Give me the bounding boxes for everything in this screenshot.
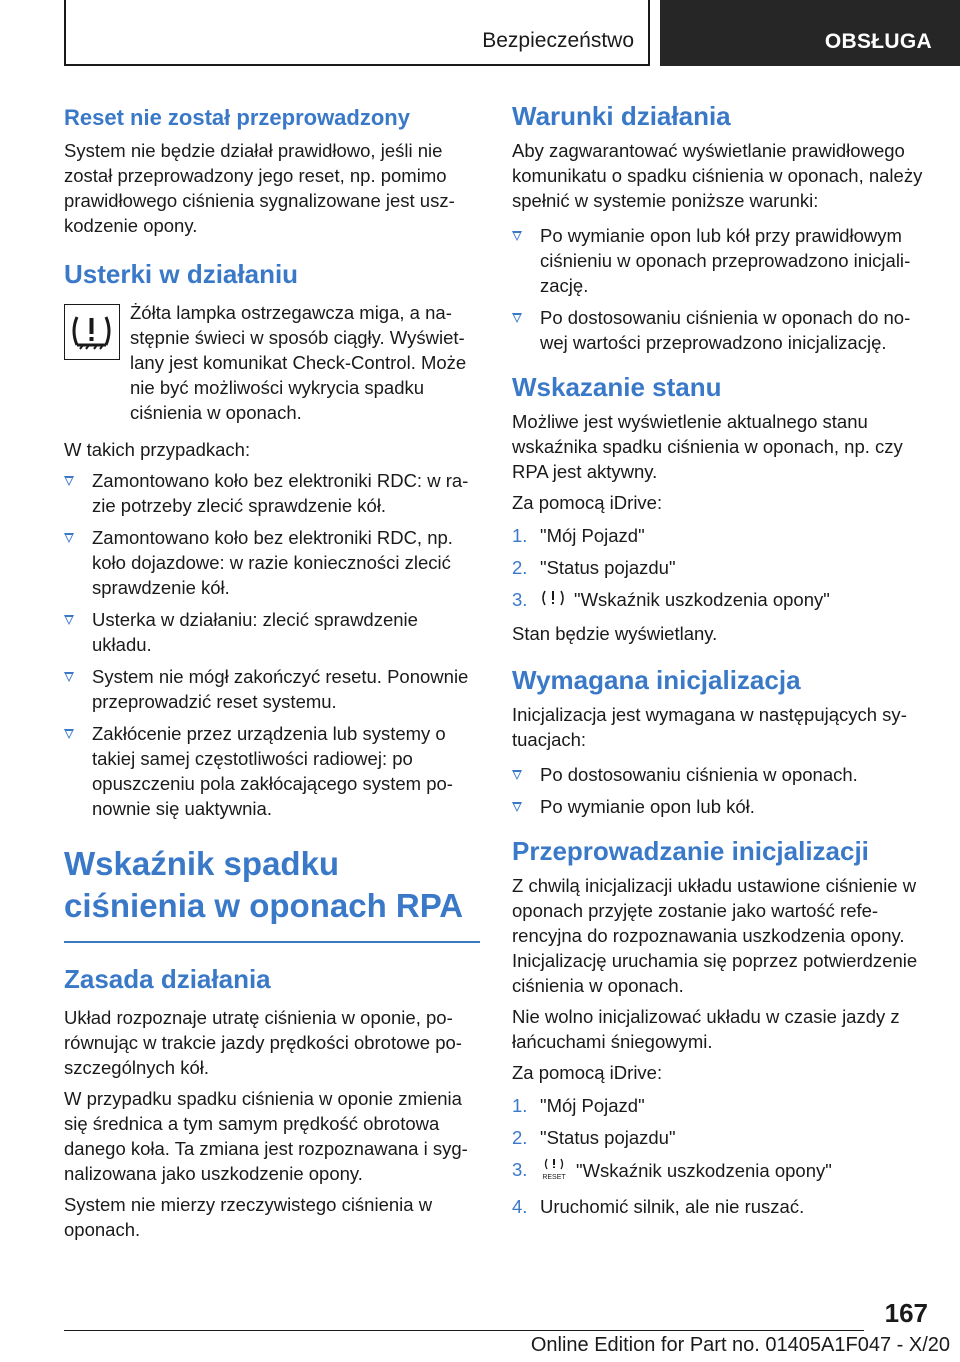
- required-init-list: [512, 762, 928, 819]
- list-item: 1. "Mój Pojazd": [512, 1095, 645, 1117]
- bullet-triangle-icon: [64, 476, 74, 486]
- init-heading: Przeprowadzanie inicjalizacji: [512, 836, 869, 867]
- bullet-triangle-icon: [512, 802, 522, 812]
- conditions-text: Aby zagwarantować wyświetlanie prawidłowego komunikatu o spadku ciśnienia w oponach, należy spełnić w systemie poniższe warunki:: [512, 140, 923, 211]
- page-header: [64, 0, 960, 66]
- section-tab: [64, 0, 650, 66]
- required-init-heading: Wymagana inicjalizacja: [512, 665, 801, 696]
- faults-heading: Usterki w działaniu: [64, 259, 299, 289]
- chapter-title: OBSŁUGA: [824, 30, 932, 53]
- right-column: [512, 100, 928, 1226]
- list-item: 3. "Wskaźnik uszkodzenia opony": [512, 587, 928, 614]
- principle-text-2: W przypadku spadku ciśnienia w oponie zmienia się średnica a tym samym prędkość obrotowa danego koła. Ta zmiana jest rozpoznawana i sygnalizowana jako uszkodzenie opony.: [64, 1088, 468, 1184]
- bullet-triangle-icon: [512, 231, 522, 241]
- required-init-text: Inicjalizacja jest wymagana w następujących sytuacjach:: [512, 704, 907, 751]
- list-item: 2. "Status pojazdu": [512, 1127, 676, 1149]
- page-number: 167: [884, 1298, 928, 1328]
- list-item: Po dostosowaniu ciśnienia w oponach.: [512, 762, 928, 787]
- edition-text: Online Edition for Part no. 01405A1F047 - X/20: [530, 1334, 950, 1356]
- bullet-triangle-icon: [64, 533, 74, 543]
- warning-block: [64, 300, 480, 425]
- status-idrive: Za pomocą iDrive:: [512, 492, 663, 513]
- bullet-triangle-icon: [512, 313, 522, 323]
- bullet-triangle-icon: [512, 770, 522, 780]
- tire-pressure-icon: [540, 588, 566, 614]
- footer-divider: [64, 1330, 864, 1331]
- conditions-heading: Warunki działania: [512, 101, 731, 131]
- chapter-tab: [660, 0, 960, 66]
- rpa-heading: Wskaźnik spadku ciśnienia w oponach RPA: [64, 843, 480, 943]
- init-text-2: Nie wolno inicjalizować układu w czasie jazdy z łańcuchami śniegowymi.: [512, 1006, 900, 1053]
- list-item: 4. Uruchomić silnik, ale nie ruszać.: [512, 1196, 805, 1218]
- bullet-triangle-icon: [64, 729, 74, 739]
- list-item: 3. RESET "Wskaźnik uszkodzenia opony": [512, 1157, 928, 1187]
- status-text: Możliwe jest wyświetlenie aktualnego stanu wskaźnika spadku ciśnienia w oponach, np. czy RPA jest aktywny.: [512, 411, 903, 482]
- section-title: Bezpieczeństwo: [482, 29, 634, 52]
- reset-heading: Reset nie został przeprowadzony: [64, 105, 410, 130]
- conditions-list: [512, 223, 928, 355]
- status-heading: Wskazanie stanu: [512, 372, 722, 402]
- list-item: Po wymianie opon lub kół przy prawidłowym ciśnieniu w oponach przeprowadzono inicjalizację.: [512, 223, 928, 298]
- init-idrive: Za pomocą iDrive:: [512, 1062, 663, 1084]
- list-item: Zakłócenie przez urządzenia lub systemy o takiej samej częstotliwości radiowej: po opuszczeniu pola zakłócającego system ponownie się uaktywnia.: [64, 721, 480, 821]
- list-item: Po wymianie opon lub kół.: [512, 794, 928, 819]
- reset-text: System nie będzie działał prawidłowo, jeśli nie został przeprowadzony jego reset, np. pomimo prawidłowego ciśnienia sygnalizowane jest uszkodzenie opony.: [64, 140, 455, 236]
- status-steps: [512, 523, 928, 614]
- list-item: 2. "Status pojazdu": [512, 557, 676, 578]
- bullet-triangle-icon: [64, 672, 74, 682]
- tire-reset-icon: [540, 1157, 568, 1187]
- init-text-1: Z chwilą inicjalizacji układu ustawione ciśnienie w oponach przyjęte zostanie jako wartość referencyjna do rozpoznawania uszkodzenia opony. Inicjalizację uruchamia się poprzez potwierdzenie ciśnienia w oponach.: [512, 875, 918, 997]
- principle-text-1: Układ rozpoznaje utratę ciśnienia w oponie, porównując w trakcie jazdy prędkości obrotowe poszczególnych kół.: [64, 1007, 462, 1078]
- status-result: Stan będzie wyświetlany.: [512, 623, 718, 645]
- list-item: Zamontowano koło bez elektroniki RDC, np. koło dojazdowe: w razie konieczności zlecić sprawdzenie kół.: [64, 525, 480, 600]
- init-steps: [512, 1093, 928, 1219]
- bullet-triangle-icon: [64, 615, 74, 625]
- list-item: System nie mógł zakończyć resetu. Ponownie przeprowadzić reset systemu.: [64, 664, 480, 714]
- tire-pressure-warning-icon: [64, 304, 120, 360]
- faults-text: Żółta lampka ostrzegawcza miga, a następnie świeci w sposób ciągły. Wyświetlany jest komunikat Check-Control. Może nie być możliwości wykrycia spadku ciśnienia w oponach.: [130, 302, 467, 423]
- svg-text:RESET: RESET: [542, 1174, 566, 1182]
- list-item: Usterka w działaniu: zlecić sprawdzenie układu.: [64, 607, 480, 657]
- list-item: Zamontowano koło bez elektroniki RDC: w razie potrzeby zlecić sprawdzenie kół.: [64, 468, 480, 518]
- list-item: Po dostosowaniu ciśnienia w oponach do nowej wartości przeprowadzono inicjalizację.: [512, 305, 928, 355]
- cases-list: [64, 468, 480, 821]
- list-item: 1. "Mój Pojazd": [512, 525, 645, 546]
- left-column: [64, 100, 480, 1242]
- principle-heading: Zasada działania: [64, 964, 271, 994]
- principle-text-3: System nie mierzy rzeczywistego ciśnienia w oponach.: [64, 1194, 433, 1240]
- cases-intro: W takich przypadkach:: [64, 439, 251, 460]
